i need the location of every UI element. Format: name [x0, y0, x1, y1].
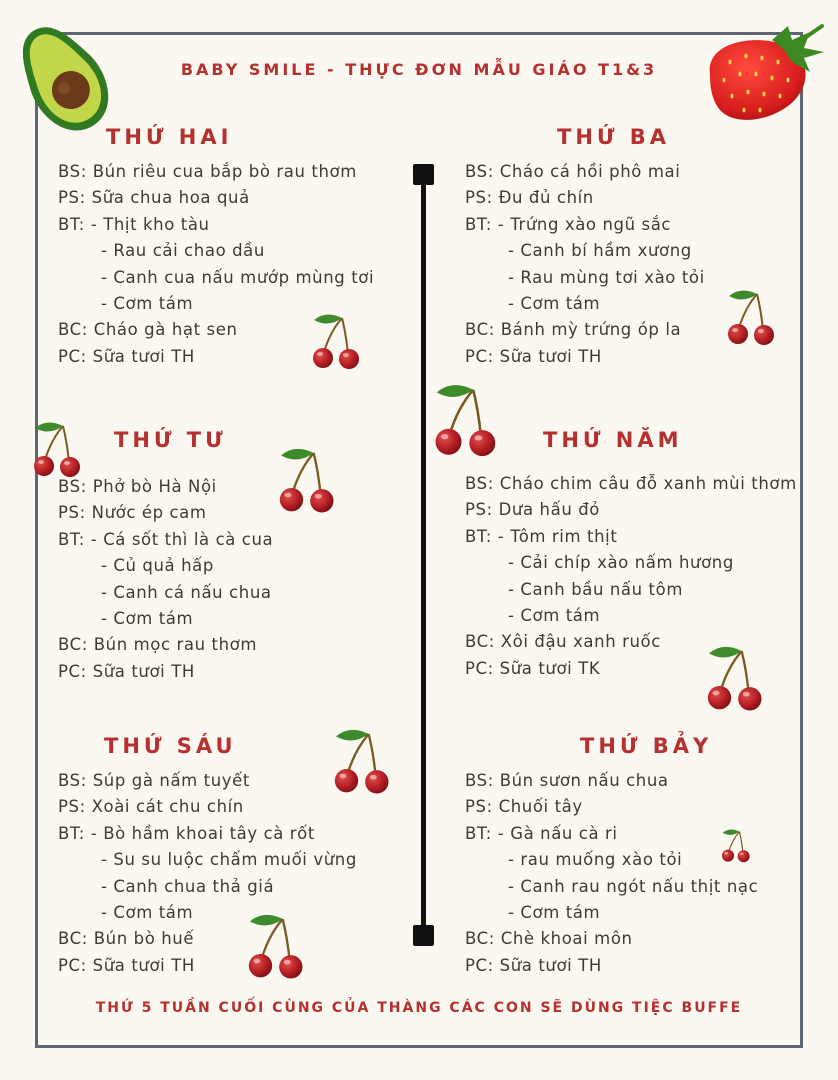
- day-heading-tue: THỨ BA: [557, 125, 671, 149]
- menu-line-pc: PC: Sữa tươi TH: [465, 955, 602, 975]
- menu-line-bt-item: - Canh cá nấu chua: [101, 582, 272, 602]
- menu-line-bt: BT: - Tôm rim thịt: [465, 526, 618, 546]
- menu-line-bt-item: - Canh bí hầm xương: [508, 241, 692, 261]
- menu-line-bs: BS: Cháo chim câu đỗ xanh mùi thơm: [465, 474, 797, 493]
- menu-line-bs: BS: Cháo cá hồi phô mai: [465, 162, 681, 181]
- menu-line-bt-item: - Rau cải chao dầu: [101, 241, 265, 261]
- menu-line-bt-item: - Canh cua nấu mướp mùng tơi: [101, 267, 375, 287]
- menu-line-bs: BS: Phở bò Hà Nội: [58, 477, 217, 496]
- menu-line-bt-item: - Củ quả hấp: [101, 556, 214, 576]
- cherry-icon: [312, 312, 364, 372]
- menu-line-bt-item: - Cải chíp xào nấm hương: [508, 553, 734, 573]
- menu-line-ps: PS: Xoài cát chu chín: [58, 797, 244, 817]
- cherry-icon: [333, 727, 395, 797]
- menu-line-bs: BS: Bún sươn nấu chua: [465, 771, 669, 790]
- day-heading-mon: THỨ HAI: [106, 125, 233, 149]
- menu-line-ps: PS: Sữa chua hoa quả: [58, 188, 250, 208]
- menu-line-bt-item: - Cơm tám: [101, 608, 194, 628]
- cherry-icon: [727, 288, 779, 348]
- cherry-icon: [433, 382, 503, 460]
- menu-line-ps: PS: Đu đủ chín: [465, 188, 594, 208]
- menu-line-bt: BT: - Cá sốt thì là cà cua: [58, 529, 274, 549]
- center-divider: [421, 174, 426, 936]
- menu-wed: [58, 474, 273, 685]
- menu-line-bc: BC: Bún mọc rau thơm: [58, 635, 258, 655]
- menu-line-ps: PS: Nước ép cam: [58, 503, 207, 523]
- day-heading-wed: THỨ TƯ: [114, 428, 227, 452]
- menu-line-pc: PC: Sữa tươi TH: [58, 346, 195, 366]
- avocado-icon: [14, 18, 114, 140]
- cherry-icon: [33, 420, 85, 480]
- menu-line-bt: BT: - Trứng xào ngũ sắc: [465, 214, 672, 234]
- menu-line-bt-item: - Canh bầu nấu tôm: [508, 579, 683, 599]
- menu-line-bc: BC: Xôi đậu xanh ruốc: [465, 632, 661, 652]
- menu-line-bt-item: - Rau mùng tơi xào tỏi: [508, 267, 705, 287]
- menu-line-pc: PC: Sữa tươi TH: [58, 661, 195, 681]
- menu-line-bt-item: - Cơm tám: [508, 605, 601, 625]
- menu-line-bt-item: - Su su luộc chấm muối vừng: [101, 850, 357, 870]
- menu-line-bt-item: - rau muống xào tỏi: [508, 850, 683, 870]
- menu-line-bc: BC: Bún bò huế: [58, 929, 195, 949]
- cherry-icon: [278, 446, 340, 516]
- menu-line-bs: BS: Bún riêu cua bắp bò rau thơm: [58, 162, 357, 181]
- menu-line-bs: BS: Súp gà nấm tuyết: [58, 771, 250, 790]
- day-heading-fri: THỨ SÁU: [104, 734, 237, 758]
- day-heading-sat: THỨ BẢY: [580, 734, 713, 758]
- menu-line-bt-item: - Cơm tám: [508, 902, 601, 922]
- divider-cap-top: [413, 164, 434, 185]
- cherry-icon: [246, 912, 310, 982]
- day-heading-thu: THỨ NĂM: [543, 428, 683, 452]
- cherry-icon: [721, 828, 753, 864]
- menu-line-pc: PC: Sữa tươi TK: [465, 658, 601, 678]
- menu-line-bt: BT: - Gà nấu cà ri: [465, 823, 618, 843]
- menu-sat: [465, 768, 758, 979]
- menu-fri: [58, 768, 357, 979]
- menu-tue: [465, 159, 705, 370]
- divider-cap-bottom: [413, 925, 434, 946]
- menu-title: BABY SMILE - THỰC ĐƠN MẪU GIÁO T1&3: [180, 60, 658, 79]
- menu-line-bt: BT: - Bò hầm khoai tây cà rốt: [58, 823, 315, 843]
- menu-line-bt-item: - Cơm tám: [101, 293, 194, 313]
- menu-line-ps: PS: Dưa hấu đỏ: [465, 500, 600, 520]
- menu-line-bt-item: - Cơm tám: [101, 902, 194, 922]
- menu-line-pc: PC: Sữa tươi TH: [58, 955, 195, 975]
- menu-line-bc: BC: Bánh mỳ trứng óp la: [465, 320, 682, 340]
- menu-line-bc: BC: Cháo gà hạt sen: [58, 320, 238, 340]
- menu-line-pc: PC: Sữa tươi TH: [465, 346, 602, 366]
- menu-line-bc: BC: Chè khoai môn: [465, 929, 633, 949]
- menu-line-bt-item: - Cơm tám: [508, 293, 601, 313]
- menu-line-bt-item: - Canh chua thả giá: [101, 876, 275, 896]
- cherry-icon: [705, 644, 769, 714]
- menu-line-ps: PS: Chuối tây: [465, 797, 583, 817]
- menu-line-bt: BT: - Thịt kho tàu: [58, 214, 210, 234]
- menu-line-bt-item: - Canh rau ngót nấu thịt nạc: [508, 876, 759, 896]
- footer-note: THỨ 5 TUẦN CUỐI CÙNG CỦA THÀNG CÁC CON SẼ DÙNG TIỆC BUFFE: [95, 1000, 743, 1016]
